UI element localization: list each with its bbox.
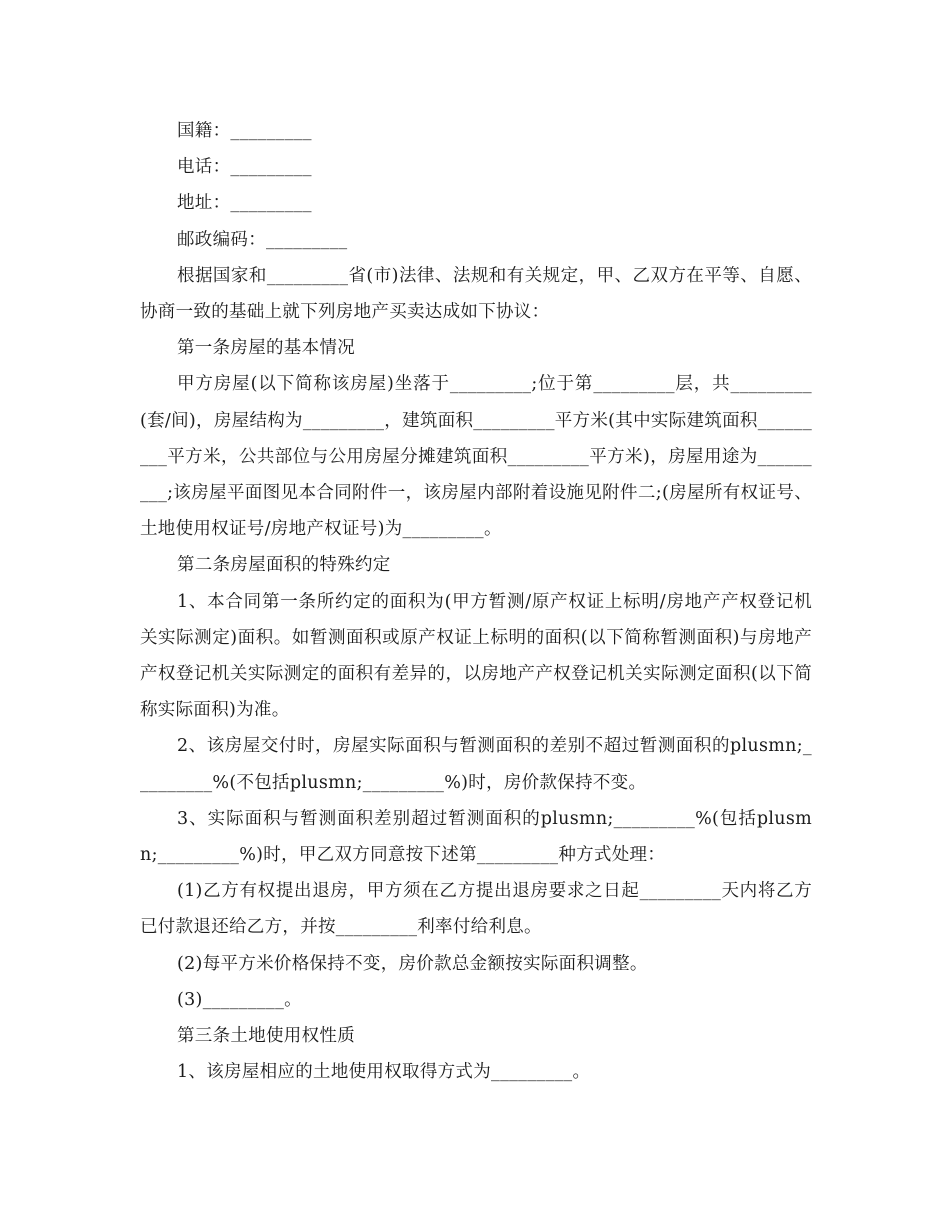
heading-article-3: 第三条土地使用权性质 [177, 1026, 355, 1047]
paragraph-option-3: (3)_________。 [177, 989, 302, 1010]
paragraph-preamble: 根据国家和_________省(市)法律、法规和有关规定，甲、乙双方在平等、自愿、协商一致的基础上就下列房地产买卖达成如下协议： [140, 265, 812, 323]
paragraph-article-3-item-1: 1、该房屋相应的土地使用权取得方式为_________。 [177, 1062, 591, 1083]
paragraph-article-2-item-2: 2、该房屋交付时，房屋实际面积与暂测面积的差别不超过暂测面积的plusmn;_________%(不包括plusmn;_________%)时，房价款保持不变。 [140, 736, 812, 793]
paragraph-article-2-item-3: 3、实际面积与暂测面积差别超过暂测面积的plusmn;_________%(包括plusmn;_________%)时，甲乙双方同意按下述第_________种方式处理： [140, 808, 812, 866]
heading-article-1: 第一条房屋的基本情况 [177, 338, 355, 359]
paragraph-address: 地址：_________ [177, 193, 312, 214]
paragraph-article-2-item-1: 1、本合同第一条所约定的面积为(甲方暂测/原产权证上标明/房地产产权登记机关实际测定)面积。如暂测面积或原产权证上标明的面积(以下简称暂测面积)与房地产产权登记机关实际测定的面积有差异的，以房地产产权登记机关实际测定面积(以下简称实际面积)为准。 [140, 591, 812, 721]
paragraph-phone: 电话：_________ [177, 157, 312, 178]
paragraph-article-1-body: 甲方房屋(以下简称该房屋)坐落于_________;位于第_________层，共_________(套/间)，房屋结构为_________，建筑面积_________平方米(其中实际建筑面积_________平方米，公共部位与公用房屋分摊建筑面积_________平方米)，房屋用途为_________;该房屋平面图见本合同附件一，该房屋内部附着设施见附件二;(房屋所有权证号、土地使用权证号/房地产权证号)为_________。 [140, 374, 812, 540]
paragraph-option-2: (2)每平方米价格保持不变，房价款总金额按实际面积调整。 [177, 953, 648, 974]
paragraph-postal-code: 邮政编码：_________ [177, 229, 348, 250]
paragraph-nationality: 国籍：_________ [177, 121, 312, 141]
paragraph-option-1: (1)乙方有权提出退房，甲方须在乙方提出退房要求之日起_________天内将乙方已付款退还给乙方，并按_________利率付给利息。 [140, 881, 812, 938]
document-body [140, 113, 812, 1090]
heading-article-2: 第二条房屋面积的特殊约定 [177, 555, 391, 576]
